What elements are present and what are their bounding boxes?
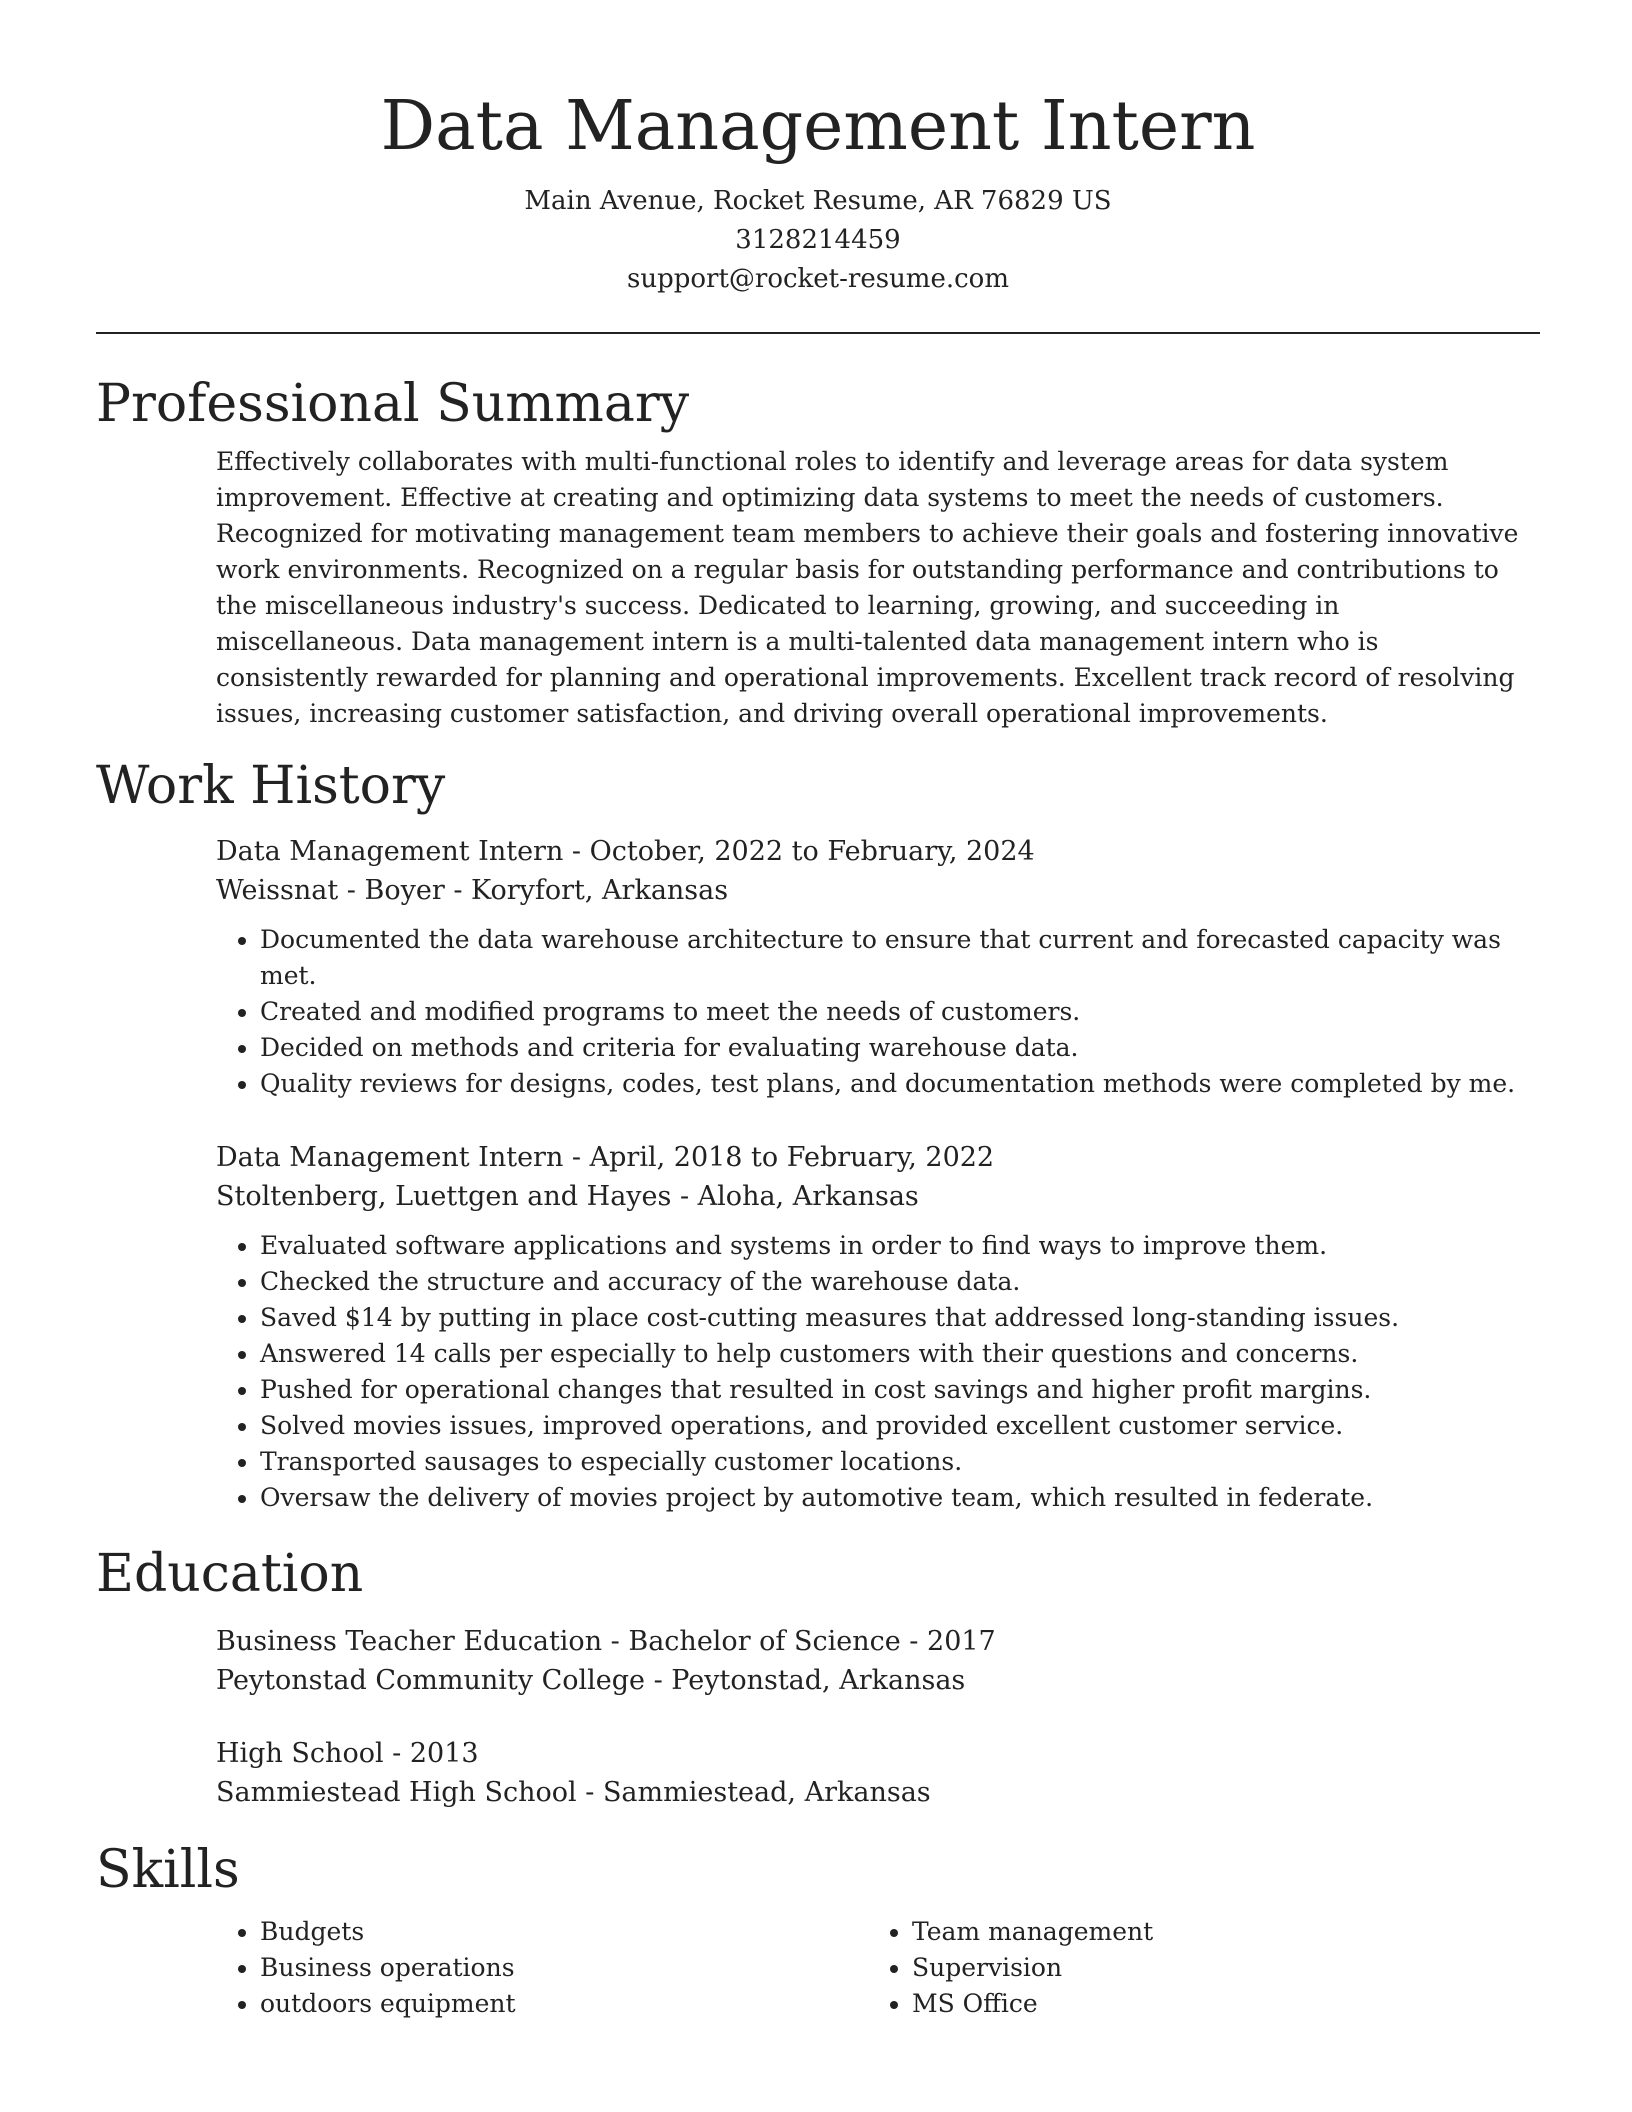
summary-heading: Professional Summary: [96, 374, 690, 434]
work-history-heading: Work History: [96, 756, 446, 816]
job-company-line: Weissnat - Boyer - Koryfort, Arkansas: [216, 875, 729, 906]
work-history-list: [216, 832, 1540, 1516]
contact-info: [96, 182, 1540, 299]
job-bullets: [216, 922, 1540, 1102]
skills-column-left: [216, 1914, 868, 2022]
job-entry: [216, 1138, 1540, 1516]
skill-item: • Budgets: [260, 1914, 868, 1950]
job-bullet: • Saved $14 by putting in place cost-cutting measures that addressed long-standing issues.: [260, 1300, 1540, 1336]
job-bullets: [216, 1228, 1540, 1516]
skills-heading: Skills: [96, 1840, 240, 1900]
education-entry: [216, 1734, 1540, 1812]
school-line: Sammiestead High School - Sammiestead, Arkansas: [216, 1777, 931, 1808]
job-bullet: • Transported sausages to especially customer locations.: [260, 1444, 1540, 1480]
job-bullet: • Pushed for operational changes that resulted in cost savings and higher profit margins.: [260, 1372, 1540, 1408]
summary-text: Effectively collaborates with multi-functional roles to identify and leverage areas for data system improvement. Effective at creating and optimizing data systems to meet the needs of customers. Recognized for motivating management team members to achieve their goals and fostering innovative work environments. Recognized on a regular basis for outstanding performance and contributions to the miscellaneous industry's success. Dedicated to learning, growing, and succeeding in miscellaneous. Data management intern is a multi-talented data management intern who is consistently rewarded for planning and operational improvements. Excellent track record of resolving issues, increasing customer satisfaction, and driving overall operational improvements.: [216, 447, 1519, 728]
job-bullet: • Solved movies issues, improved operations, and provided excellent customer service.: [260, 1408, 1540, 1444]
job-bullet: • Documented the data warehouse architecture to ensure that current and forecasted capacity was met.: [260, 922, 1540, 994]
job-bullet: • Oversaw the delivery of movies project by automotive team, which resulted in federate.: [260, 1480, 1540, 1516]
skill-item: • MS Office: [912, 1986, 1520, 2022]
education-heading: Education: [96, 1544, 364, 1604]
job-entry: [216, 832, 1540, 1102]
job-role-line: Data Management Intern - October, 2022 to February, 2024: [216, 836, 1035, 867]
job-bullet: • Checked the structure and accuracy of the warehouse data.: [260, 1264, 1540, 1300]
job-bullet: • Decided on methods and criteria for evaluating warehouse data.: [260, 1030, 1540, 1066]
degree-line: Business Teacher Education - Bachelor of Science - 2017: [216, 1626, 996, 1657]
job-bullet: • Quality reviews for designs, codes, test plans, and documentation methods were completed by me.: [260, 1066, 1540, 1102]
job-bullet: • Created and modified programs to meet the needs of customers.: [260, 994, 1540, 1030]
email-address: support@rocket-resume.com: [626, 264, 1009, 294]
phone-number: 3128214459: [735, 225, 901, 255]
job-company-line: Stoltenberg, Luettgen and Hayes - Aloha, Arkansas: [216, 1181, 919, 1212]
resume-page: [96, 0, 1540, 2022]
skills-list: [216, 1914, 1540, 2022]
address: Main Avenue, Rocket Resume, AR 76829 US: [524, 186, 1112, 216]
degree-line: High School - 2013: [216, 1738, 479, 1769]
skill-item: • outdoors equipment: [260, 1986, 868, 2022]
resume-header: [96, 0, 1540, 299]
candidate-name: Data Management Intern: [380, 87, 1256, 166]
job-bullet: • Evaluated software applications and systems in order to find ways to improve them.: [260, 1228, 1540, 1264]
job-role-line: Data Management Intern - April, 2018 to February, 2022: [216, 1142, 995, 1173]
skill-item: • Business operations: [260, 1950, 868, 1986]
education-list: [216, 1622, 1540, 1812]
school-line: Peytonstad Community College - Peytonstad, Arkansas: [216, 1665, 966, 1696]
skills-column-right: [868, 1914, 1520, 2022]
job-bullet: • Answered 14 calls per especially to help customers with their questions and concerns.: [260, 1336, 1540, 1372]
education-entry: [216, 1622, 1540, 1700]
header-divider: [96, 332, 1540, 334]
skill-item: • Team management: [912, 1914, 1520, 1950]
skill-item: • Supervision: [912, 1950, 1520, 1986]
